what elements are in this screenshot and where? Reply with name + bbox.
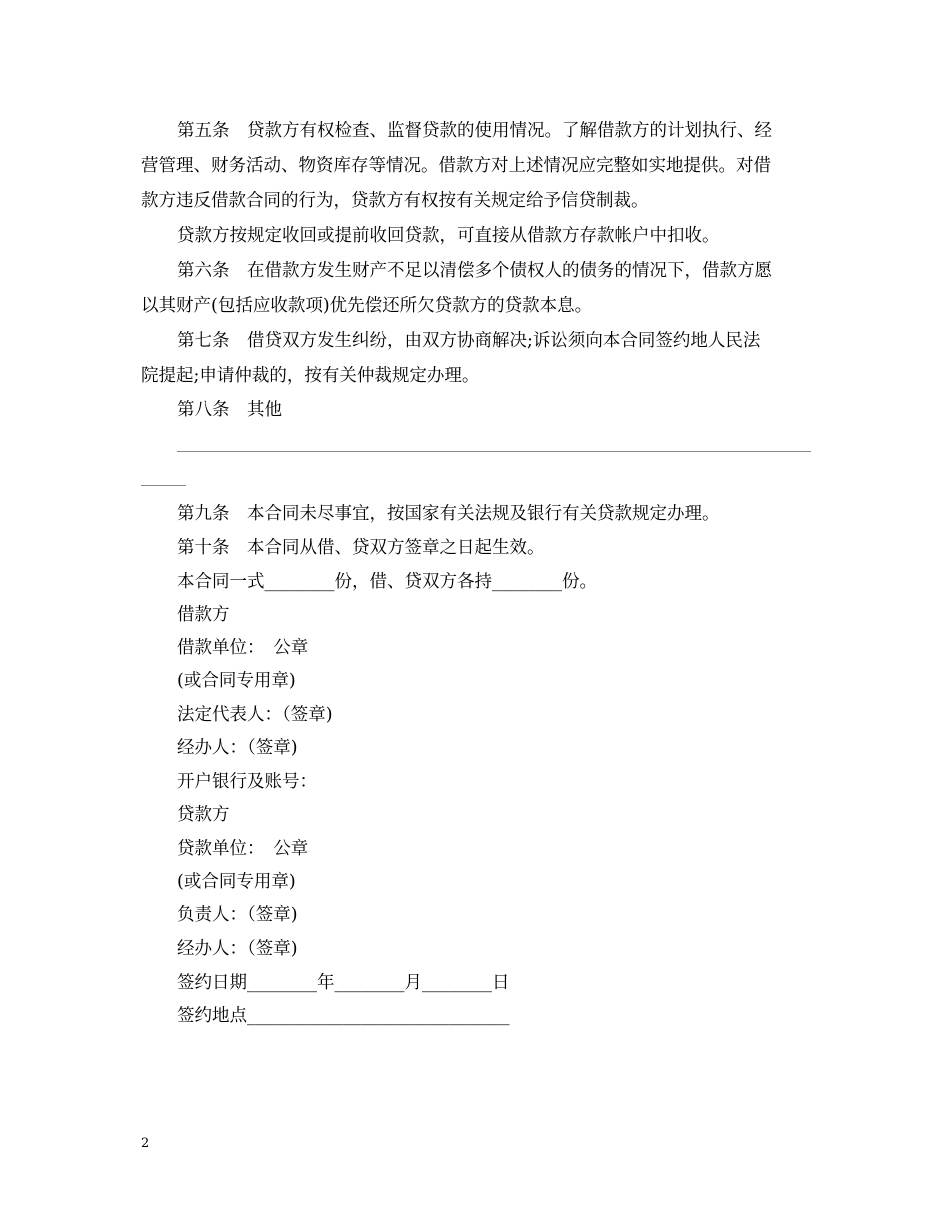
borrower-bank-account: 开户银行及账号： xyxy=(177,772,317,792)
copies-clause: 本合同一式________份，借、贷双方各持________份。 xyxy=(177,572,597,592)
page-number: 2 xyxy=(141,1136,150,1151)
lender-unit: 贷款单位： 公章 xyxy=(177,839,309,859)
article-7-line-2: 院提起;申请仲裁的，按有关仲裁规定办理。 xyxy=(141,366,480,386)
article-5-line-3: 款方违反借款合同的行为，贷款方有权按有关规定给予信贷制裁。 xyxy=(141,191,649,211)
lender-seal-note: (或合同专用章) xyxy=(177,872,296,892)
article-5-line-2: 营管理、财务活动、物资库存等情况。借款方对上述情况应完整如实地提供。对借 xyxy=(141,156,771,176)
article-8: 第八条 其他 xyxy=(177,400,282,420)
borrower-legal-rep: 法定代表人：（签章) xyxy=(177,705,333,725)
blank-line xyxy=(177,451,811,452)
article-10: 第十条 本合同从借、贷双方签章之日起生效。 xyxy=(177,538,545,558)
borrower-seal-note: (或合同专用章) xyxy=(177,671,296,691)
article-7-line-1: 第七条 借贷双方发生纠纷，由双方协商解决;诉讼须向本合同签约地人民法 xyxy=(177,331,761,351)
article-6-line-1: 第六条 在借款方发生财产不足以清偿多个债权人的债务的情况下，借款方愿 xyxy=(177,261,772,281)
borrower-handler: 经办人：（签章) xyxy=(177,738,298,758)
sign-date: 签约日期________年________月________日 xyxy=(177,973,510,993)
borrower-heading: 借款方 xyxy=(177,605,230,625)
lender-handler: 经办人：（签章) xyxy=(177,939,298,959)
blank-line-continuation xyxy=(141,485,186,486)
lender-responsible: 负责人：（签章) xyxy=(177,905,298,925)
borrower-unit: 借款单位： 公章 xyxy=(177,638,309,658)
sign-place: 签约地点______________________________ xyxy=(177,1006,510,1026)
article-6-line-2: 以其财产(包括应收款项)优先偿还所欠贷款方的贷款本息。 xyxy=(141,296,593,316)
article-5-paragraph-2: 贷款方按规定收回或提前收回贷款，可直接从借款方存款帐户中扣收。 xyxy=(177,226,720,246)
lender-heading: 贷款方 xyxy=(177,805,230,825)
article-9: 第九条 本合同未尽事宜，按国家有关法规及银行有关贷款规定办理。 xyxy=(177,504,720,524)
article-5-line-1: 第五条 贷款方有权检查、监督贷款的使用情况。了解借款方的计划执行、经 xyxy=(177,121,772,141)
